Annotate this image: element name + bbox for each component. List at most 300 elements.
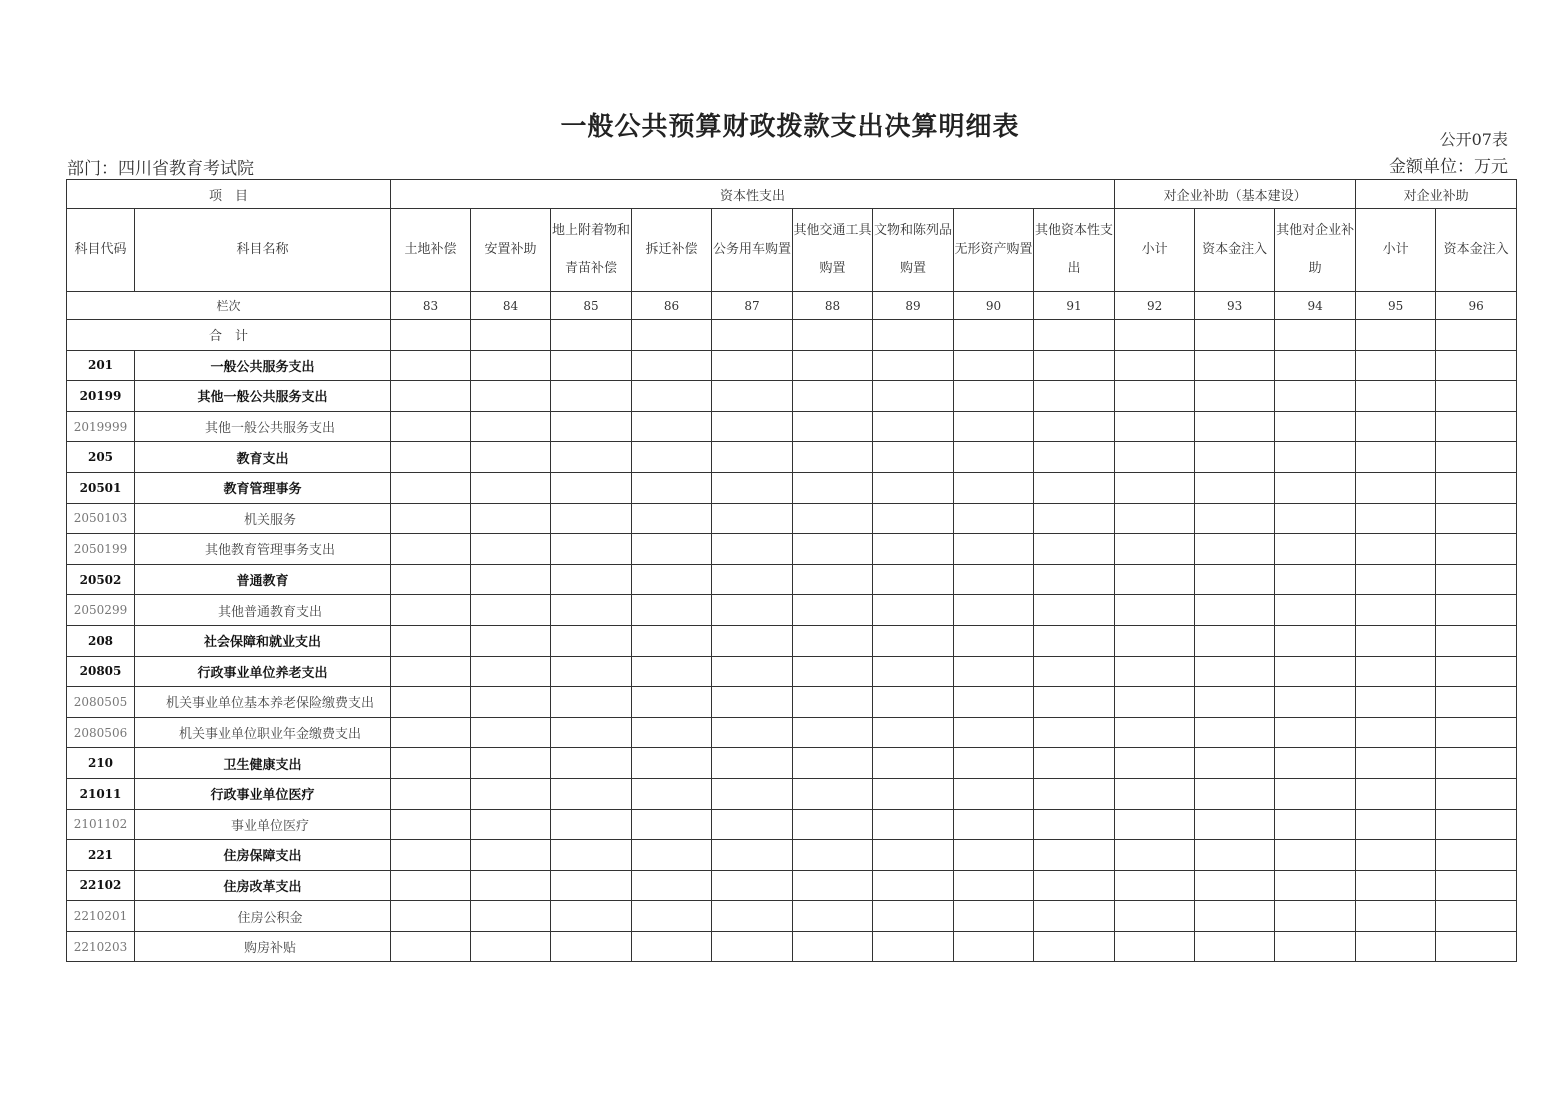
value-cell: [1195, 442, 1275, 473]
value-cell: [551, 840, 632, 871]
value-cell: [873, 687, 954, 718]
value-cell: [551, 442, 632, 473]
value-cell: [391, 687, 471, 718]
table-row: [67, 564, 1517, 595]
value-cell: [471, 625, 551, 656]
column-number: 88: [793, 292, 873, 320]
value-cell: [712, 687, 793, 718]
value-cell: [954, 350, 1034, 381]
value-cell: [873, 564, 954, 595]
column-header: 其他对企业补助: [1275, 209, 1356, 292]
value-cell: [471, 472, 551, 503]
value-cell: [471, 656, 551, 687]
value-cell: [632, 717, 712, 748]
value-cell: [471, 717, 551, 748]
value-cell: [1436, 931, 1517, 962]
value-cell: [954, 503, 1034, 534]
value-cell: [954, 717, 1034, 748]
value-cell: [1195, 840, 1275, 871]
value-cell: [632, 870, 712, 901]
subject-name: 机关事业单位基本养老保险缴费支出: [135, 687, 391, 718]
subject-code: 2080505: [67, 687, 135, 718]
subject-code: 2080506: [67, 717, 135, 748]
subject-code: 20199: [67, 381, 135, 412]
subject-name: 卫生健康支出: [135, 748, 391, 779]
value-cell: [1195, 472, 1275, 503]
value-cell: [1356, 472, 1436, 503]
column-number: 93: [1195, 292, 1275, 320]
value-cell: [391, 870, 471, 901]
value-cell: [1034, 411, 1115, 442]
value-cell: [1275, 901, 1356, 932]
value-cell: [1275, 717, 1356, 748]
value-cell: [1115, 931, 1195, 962]
value-cell: [793, 840, 873, 871]
value-cell: [1195, 381, 1275, 412]
value-cell: [1034, 748, 1115, 779]
value-cell: [1115, 595, 1195, 626]
column-number: 89: [873, 292, 954, 320]
value-cell: [1356, 931, 1436, 962]
value-cell: [873, 625, 954, 656]
subject-code: 2050299: [67, 595, 135, 626]
value-cell: [793, 717, 873, 748]
header-row-columns: [67, 209, 1517, 292]
subject-name: 其他一般公共服务支出: [135, 381, 391, 412]
value-cell: [551, 901, 632, 932]
value-cell: [954, 778, 1034, 809]
value-cell: [1275, 411, 1356, 442]
value-cell: [391, 840, 471, 871]
value-cell: [632, 503, 712, 534]
value-cell: [551, 687, 632, 718]
value-cell: [1436, 687, 1517, 718]
value-cell: [954, 625, 1034, 656]
value-cell: [1034, 381, 1115, 412]
value-cell: [712, 625, 793, 656]
value-cell: [793, 656, 873, 687]
value-cell: [632, 840, 712, 871]
value-cell: [954, 320, 1034, 351]
table-row: [67, 472, 1517, 503]
value-cell: [1115, 534, 1195, 565]
subject-code: 221: [67, 840, 135, 871]
value-cell: [873, 809, 954, 840]
value-cell: [632, 901, 712, 932]
value-cell: [1436, 840, 1517, 871]
total-label: 合 计: [67, 320, 391, 351]
subject-name: 教育支出: [135, 442, 391, 473]
subject-code: 20501: [67, 472, 135, 503]
value-cell: [712, 717, 793, 748]
value-cell: [1195, 534, 1275, 565]
value-cell: [873, 931, 954, 962]
value-cell: [1275, 840, 1356, 871]
value-cell: [551, 625, 632, 656]
value-cell: [712, 870, 793, 901]
subject-code: 20805: [67, 656, 135, 687]
table-row: [67, 931, 1517, 962]
column-header: 公务用车购置: [712, 209, 793, 292]
value-cell: [1275, 778, 1356, 809]
value-cell: [471, 870, 551, 901]
value-cell: [471, 320, 551, 351]
value-cell: [954, 472, 1034, 503]
value-cell: [1034, 503, 1115, 534]
value-cell: [954, 870, 1034, 901]
table-row: [67, 778, 1517, 809]
value-cell: [1034, 564, 1115, 595]
value-cell: [1275, 534, 1356, 565]
project-header: 项 目: [67, 180, 391, 209]
subject-code: 2019999: [67, 411, 135, 442]
value-cell: [1115, 778, 1195, 809]
value-cell: [1195, 931, 1275, 962]
value-cell: [632, 564, 712, 595]
value-cell: [793, 564, 873, 595]
value-cell: [793, 901, 873, 932]
value-cell: [873, 350, 954, 381]
value-cell: [954, 840, 1034, 871]
value-cell: [1195, 320, 1275, 351]
value-cell: [712, 503, 793, 534]
value-cell: [1115, 381, 1195, 412]
value-cell: [1356, 534, 1436, 565]
value-cell: [793, 748, 873, 779]
value-cell: [1275, 809, 1356, 840]
value-cell: [1356, 625, 1436, 656]
subject-name: 其他普通教育支出: [135, 595, 391, 626]
column-number: 92: [1115, 292, 1195, 320]
value-cell: [551, 748, 632, 779]
table-row: [67, 350, 1517, 381]
value-cell: [1436, 870, 1517, 901]
value-cell: [954, 534, 1034, 565]
value-cell: [1275, 625, 1356, 656]
value-cell: [712, 320, 793, 351]
amount-unit-label: 金额单位：万元: [1389, 157, 1508, 177]
value-cell: [1195, 625, 1275, 656]
value-cell: [1356, 350, 1436, 381]
value-cell: [712, 748, 793, 779]
value-cell: [954, 931, 1034, 962]
value-cell: [391, 503, 471, 534]
value-cell: [551, 534, 632, 565]
value-cell: [954, 442, 1034, 473]
value-cell: [793, 442, 873, 473]
value-cell: [712, 472, 793, 503]
value-cell: [1195, 656, 1275, 687]
value-cell: [632, 748, 712, 779]
value-cell: [712, 595, 793, 626]
value-cell: [1115, 656, 1195, 687]
code-column-header: 科目代码: [67, 209, 135, 292]
value-cell: [1034, 840, 1115, 871]
value-cell: [954, 656, 1034, 687]
value-cell: [1115, 809, 1195, 840]
value-cell: [793, 778, 873, 809]
column-header: 拆迁补偿: [632, 209, 712, 292]
column-header: 其他交通工具购置: [793, 209, 873, 292]
value-cell: [712, 411, 793, 442]
expenditure-table: [66, 179, 1517, 962]
value-cell: [1115, 472, 1195, 503]
table-row: [67, 411, 1517, 442]
value-cell: [1034, 442, 1115, 473]
value-cell: [793, 381, 873, 412]
column-number: 96: [1436, 292, 1517, 320]
value-cell: [873, 503, 954, 534]
column-number: 85: [551, 292, 632, 320]
value-cell: [1275, 381, 1356, 412]
value-cell: [954, 564, 1034, 595]
department-label: 部门：四川省教育考试院: [67, 159, 254, 179]
column-header: 安置补助: [471, 209, 551, 292]
value-cell: [1275, 564, 1356, 595]
value-cell: [793, 472, 873, 503]
column-number: 91: [1034, 292, 1115, 320]
value-cell: [1436, 472, 1517, 503]
value-cell: [873, 748, 954, 779]
value-cell: [391, 901, 471, 932]
value-cell: [712, 564, 793, 595]
value-cell: [1356, 687, 1436, 718]
value-cell: [954, 381, 1034, 412]
value-cell: [471, 840, 551, 871]
value-cell: [471, 442, 551, 473]
value-cell: [1275, 442, 1356, 473]
value-cell: [873, 472, 954, 503]
value-cell: [1034, 687, 1115, 718]
value-cell: [1115, 625, 1195, 656]
column-number: 95: [1356, 292, 1436, 320]
form-number: 公开07表: [1439, 130, 1508, 149]
value-cell: [391, 564, 471, 595]
value-cell: [1436, 564, 1517, 595]
value-cell: [1034, 625, 1115, 656]
value-cell: [551, 809, 632, 840]
value-cell: [551, 656, 632, 687]
value-cell: [712, 931, 793, 962]
value-cell: [954, 748, 1034, 779]
subject-name: 一般公共服务支出: [135, 350, 391, 381]
value-cell: [873, 534, 954, 565]
value-cell: [471, 564, 551, 595]
value-cell: [632, 778, 712, 809]
total-row: [67, 320, 1517, 351]
column-number: 87: [712, 292, 793, 320]
value-cell: [712, 656, 793, 687]
column-header: 资本金注入: [1436, 209, 1517, 292]
value-cell: [1115, 748, 1195, 779]
value-cell: [632, 381, 712, 412]
column-number-row: [67, 292, 1517, 320]
value-cell: [471, 748, 551, 779]
value-cell: [1275, 870, 1356, 901]
value-cell: [1195, 901, 1275, 932]
value-cell: [1275, 472, 1356, 503]
value-cell: [391, 534, 471, 565]
value-cell: [1436, 442, 1517, 473]
value-cell: [632, 595, 712, 626]
value-cell: [1034, 595, 1115, 626]
subject-name: 机关服务: [135, 503, 391, 534]
value-cell: [632, 411, 712, 442]
value-cell: [1275, 656, 1356, 687]
value-cell: [632, 656, 712, 687]
subject-name: 住房改革支出: [135, 870, 391, 901]
column-header: 地上附着物和青苗补偿: [551, 209, 632, 292]
subject-name: 其他一般公共服务支出: [135, 411, 391, 442]
subject-name: 机关事业单位职业年金缴费支出: [135, 717, 391, 748]
value-cell: [471, 381, 551, 412]
value-cell: [551, 381, 632, 412]
subject-code: 205: [67, 442, 135, 473]
value-cell: [632, 320, 712, 351]
value-cell: [793, 809, 873, 840]
value-cell: [1115, 687, 1195, 718]
column-header: 其他资本性支出: [1034, 209, 1115, 292]
value-cell: [1195, 778, 1275, 809]
value-cell: [551, 472, 632, 503]
value-cell: [1115, 870, 1195, 901]
subject-name: 其他教育管理事务支出: [135, 534, 391, 565]
value-cell: [1356, 748, 1436, 779]
value-cell: [1275, 595, 1356, 626]
value-cell: [471, 778, 551, 809]
table-row: [67, 442, 1517, 473]
column-header: 文物和陈列品购置: [873, 209, 954, 292]
value-cell: [391, 442, 471, 473]
value-cell: [1195, 350, 1275, 381]
subject-code: 2210201: [67, 901, 135, 932]
value-cell: [551, 595, 632, 626]
value-cell: [1034, 931, 1115, 962]
value-cell: [632, 442, 712, 473]
subject-name: 住房保障支出: [135, 840, 391, 871]
value-cell: [873, 442, 954, 473]
value-cell: [793, 595, 873, 626]
value-cell: [632, 625, 712, 656]
column-number-label: 栏次: [67, 292, 391, 320]
value-cell: [391, 381, 471, 412]
value-cell: [551, 564, 632, 595]
table-row: [67, 687, 1517, 718]
value-cell: [1436, 381, 1517, 412]
value-cell: [471, 931, 551, 962]
table-row: [67, 901, 1517, 932]
column-header: 土地补偿: [391, 209, 471, 292]
subject-code: 2210203: [67, 931, 135, 962]
value-cell: [1115, 350, 1195, 381]
value-cell: [1436, 656, 1517, 687]
value-cell: [471, 687, 551, 718]
value-cell: [391, 809, 471, 840]
value-cell: [551, 350, 632, 381]
enterprise-subsidy-header: 对企业补助: [1356, 180, 1517, 209]
column-number: 86: [632, 292, 712, 320]
header-row-groups: [67, 180, 1517, 209]
column-header: 无形资产购置: [954, 209, 1034, 292]
value-cell: [1275, 748, 1356, 779]
value-cell: [471, 503, 551, 534]
value-cell: [391, 472, 471, 503]
column-number: 83: [391, 292, 471, 320]
value-cell: [471, 809, 551, 840]
value-cell: [1356, 656, 1436, 687]
value-cell: [712, 778, 793, 809]
subject-code: 20502: [67, 564, 135, 595]
subject-name: 事业单位医疗: [135, 809, 391, 840]
enterprise-construction-subsidy-header: 对企业补助（基本建设）: [1115, 180, 1356, 209]
value-cell: [793, 411, 873, 442]
value-cell: [471, 411, 551, 442]
page-title: 一般公共预算财政拨款支出决算明细表: [560, 112, 1020, 142]
value-cell: [1115, 901, 1195, 932]
value-cell: [1195, 503, 1275, 534]
value-cell: [1436, 625, 1517, 656]
value-cell: [1195, 411, 1275, 442]
value-cell: [873, 778, 954, 809]
value-cell: [391, 778, 471, 809]
value-cell: [873, 656, 954, 687]
value-cell: [1034, 534, 1115, 565]
value-cell: [391, 625, 471, 656]
column-header: 小计: [1115, 209, 1195, 292]
value-cell: [1356, 809, 1436, 840]
subject-code: 21011: [67, 778, 135, 809]
value-cell: [1034, 320, 1115, 351]
value-cell: [1275, 687, 1356, 718]
subject-name: 行政事业单位医疗: [135, 778, 391, 809]
value-cell: [793, 687, 873, 718]
value-cell: [712, 534, 793, 565]
value-cell: [873, 870, 954, 901]
value-cell: [1034, 472, 1115, 503]
value-cell: [1436, 748, 1517, 779]
value-cell: [1195, 870, 1275, 901]
value-cell: [1356, 564, 1436, 595]
subject-code: 210: [67, 748, 135, 779]
table-row: [67, 840, 1517, 871]
table-row: [67, 717, 1517, 748]
value-cell: [391, 748, 471, 779]
value-cell: [1034, 778, 1115, 809]
value-cell: [1436, 901, 1517, 932]
value-cell: [1356, 840, 1436, 871]
value-cell: [391, 931, 471, 962]
value-cell: [551, 717, 632, 748]
value-cell: [1356, 381, 1436, 412]
value-cell: [1356, 442, 1436, 473]
value-cell: [1356, 503, 1436, 534]
value-cell: [1436, 350, 1517, 381]
column-header: 资本金注入: [1195, 209, 1275, 292]
value-cell: [632, 534, 712, 565]
value-cell: [873, 901, 954, 932]
value-cell: [551, 503, 632, 534]
value-cell: [1195, 748, 1275, 779]
value-cell: [391, 595, 471, 626]
value-cell: [1115, 840, 1195, 871]
subject-name: 社会保障和就业支出: [135, 625, 391, 656]
table-row: [67, 748, 1517, 779]
value-cell: [1034, 656, 1115, 687]
value-cell: [873, 840, 954, 871]
value-cell: [1115, 442, 1195, 473]
value-cell: [1436, 411, 1517, 442]
value-cell: [954, 901, 1034, 932]
